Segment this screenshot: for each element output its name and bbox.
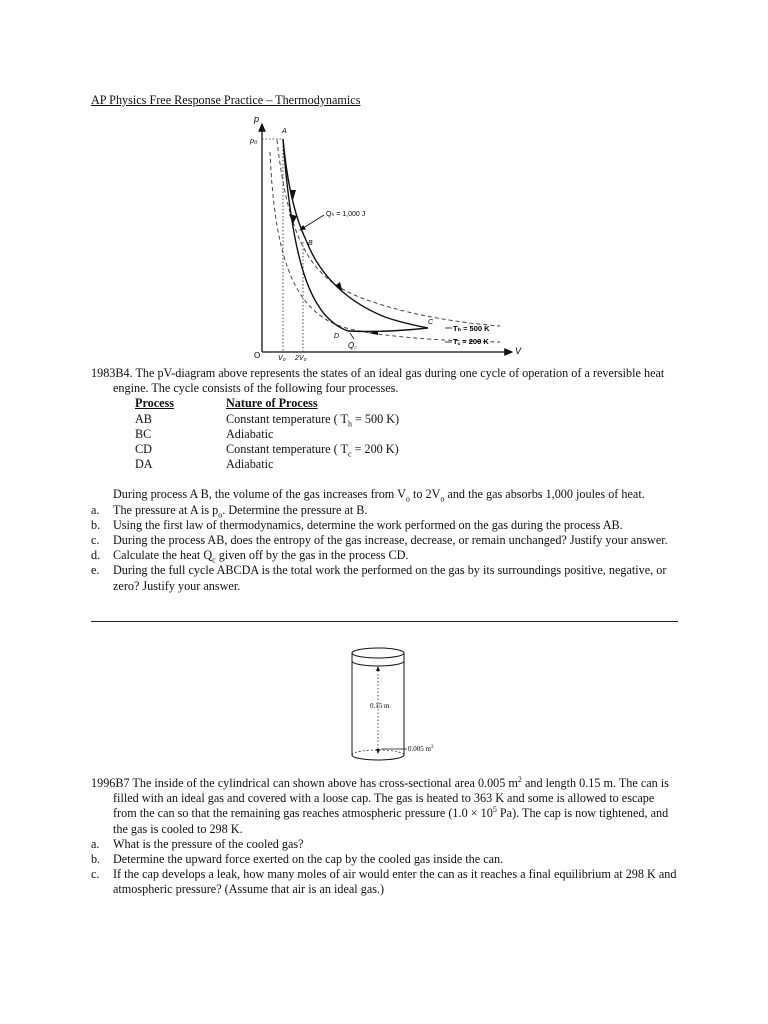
table-row: AB Constant temperature ( $T_h = 500$ K)	[135, 411, 400, 429]
process-bc-curve	[306, 240, 428, 328]
list-item: a. What is the pressure of the cooled gas?	[91, 836, 304, 851]
isotherm-tc-curve	[270, 152, 500, 342]
process-table	[135, 396, 399, 472]
can-diagram	[335, 645, 455, 767]
origin-label: O	[254, 351, 261, 360]
point-b-label: B	[308, 240, 313, 247]
length-label: 0.15 m	[370, 702, 390, 710]
table-row: BC Adiabatic	[135, 426, 274, 441]
list-item: b. Using the first law of thermodynamics, determine the work performed on the gas during the process AB.	[91, 517, 623, 532]
list-item: e. During the full cycle ABCDA is the total work the performed on the gas by its surroundings positive, negative, or zero? Justify your answer.	[91, 563, 667, 593]
qc-label: Q꜀	[348, 341, 357, 350]
isotherm-th-curve	[277, 140, 500, 326]
problem2	[91, 776, 681, 898]
process-da-curve	[283, 139, 348, 331]
area-label: 0.005 $m^2$	[408, 745, 434, 753]
2v0-label: 2V₀	[295, 355, 307, 362]
p-axis-label: p	[254, 114, 260, 124]
v-axis-label: V	[515, 346, 522, 356]
list-item: a. The pressure at A is $p_o$. Determine the pressure at B.	[91, 502, 368, 520]
list-item: c. If the cap develops a leak, how many moles of air would enter the can as it reaches a final equilibrium at 298 K and atmospheric pressure? (Assume that air is an ideal gas.)	[91, 867, 677, 897]
qh-label: Qₕ = 1,000 J	[326, 211, 366, 218]
problem1-intro2: During process A B, the volume of the gas increases from $V_o$ to $2V_o$ and the gas absorbs 1,000 joules of heat.	[113, 487, 645, 504]
point-a-label: A	[282, 128, 287, 135]
problem2-intro: 1996B7 The inside of the cylindrical can shown above has cross-sectional area 0.005 $m^2$ and length 0.15 m. The can is filled with an ideal gas and covered with a loose cap. The gas is heated to 363 K and some is allowed to escape from the can so that the remaining gas reaches atmospheric pressure ($1.0 \times 10^5$ Pa). The cap is now tightened, and the gas is cooled to 298 K.	[91, 774, 669, 836]
page-title: AP Physics Free Response Practice – Thermodynamics	[91, 93, 361, 107]
point-c-label: C	[428, 319, 434, 326]
point-d-label: D	[334, 333, 340, 340]
p0-label: p₀	[250, 136, 258, 145]
problem1	[91, 366, 681, 594]
process-ab-curve	[283, 139, 306, 240]
table-row: CD Constant temperature ( $T_c = 200$ K)	[135, 442, 399, 459]
v0-label: V₀	[278, 355, 286, 362]
process-cd-curve	[348, 328, 428, 331]
section-divider	[91, 621, 678, 622]
pv-diagram	[240, 112, 530, 367]
problem1-intro: 1983B4. The pV-diagram above represents the states of an ideal gas during one cycle of operation of a reversible heat engine. The cycle consists of the following four processes.	[91, 366, 665, 396]
list-item: b. Determine the upward force exerted on the cap by the cooled gas inside the can.	[91, 852, 504, 867]
process-header: Process	[135, 396, 175, 411]
tc-label: T꜀ = 200 K	[453, 337, 489, 346]
list-item: d. Calculate the heat $Q_c$ given off by the gas in the process CD.	[91, 548, 409, 565]
table-row: DA Adiabatic	[135, 457, 274, 472]
nature-header: Nature of Process	[226, 396, 318, 411]
th-label: Tₕ = 500 K	[453, 324, 490, 333]
list-item: c. During the process AB, does the entropy of the gas increase, decrease, or remain unchanged? Justify your answer.	[91, 533, 668, 548]
